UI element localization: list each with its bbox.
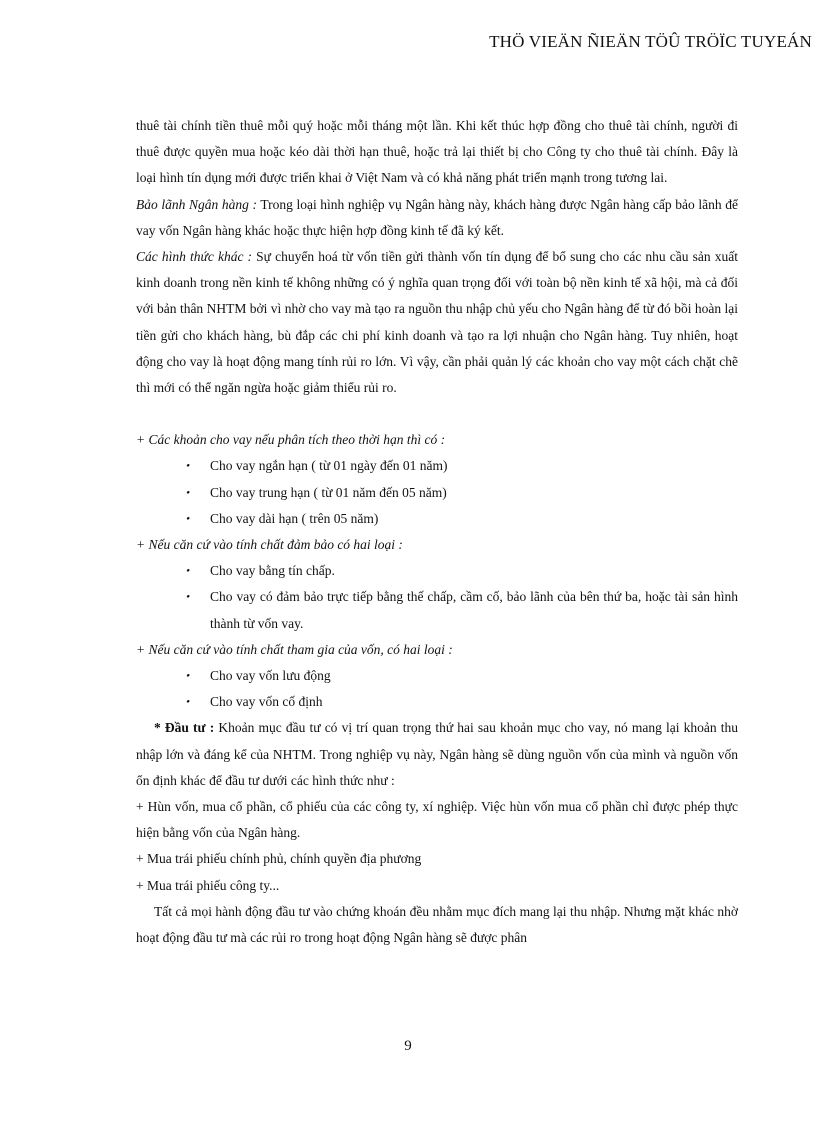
other-forms-lead: Các hình thức khác : (136, 249, 253, 265)
page-number: 9 (404, 1038, 412, 1054)
security-heading: + Nếu căn cứ vào tính chất đảm bảo có hai loại : (136, 537, 403, 553)
term-list (136, 453, 738, 532)
security-list (136, 558, 738, 637)
spacer (136, 401, 738, 427)
page-body (136, 113, 738, 951)
investment-line-2: + Mua trái phiếu chính phủ, chính quyền địa phương (136, 851, 422, 867)
bullet-icon: • (184, 696, 192, 709)
bullet-icon: • (184, 460, 192, 473)
library-header: THÖ VIEÄN ÑIEÄN TÖÛ TRÖÏC TUYEÁN (489, 32, 812, 51)
capital-list (136, 663, 738, 715)
bullet-icon: • (184, 512, 192, 525)
term-heading: + Các khoản cho vay nếu phân tích theo thời hạn thì có : (136, 432, 446, 448)
list-item: • Cho vay bằng tín chấp. (184, 558, 738, 584)
paragraph-leasing: thuê tài chính tiền thuê mỗi quý hoặc mỗi tháng một lần. Khi kết thúc hợp đồng cho thuê tài chính, người đi thuê được quyền mua hoặc kéo dài thời hạn thuê, hoặc trả lại thiết bị cho Công ty cho thuê tài chính. Đây là loại hình tín dụng mới được triển khai ở Việt Nam và có khả năng phát triển mạnh trong tương lai. (136, 118, 738, 186)
bullet-icon: • (184, 565, 192, 578)
bank-guarantee-body: Trong loại hình nghiệp vụ Ngân hàng này, khách hàng được Ngân hàng cấp bảo lãnh để vay vốn Ngân hàng khác hoặc thực hiện hợp đồng kinh tế đã ký kết. (136, 196, 738, 238)
paragraph-closing: Tất cả mọi hành động đầu tư vào chứng khoán đều nhằm mục đích mang lại thu nhập. Nhưng mặt khác nhờ hoạt động đầu tư mà các rủi ro trong hoạt động Ngân hàng sẽ được phân (136, 903, 738, 946)
capital-heading: + Nếu căn cứ vào tính chất tham gia của vốn, có hai loại : (136, 641, 453, 657)
other-forms-body: Sự chuyển hoá từ vốn tiền gửi thành vốn tín dụng để bổ sung cho các nhu cầu sản xuất kinh doanh trong nền kinh tế không những có ý nghĩa quan trọng đối với toàn bộ nền kinh tế xã hội, mà cả đối với bản thân NHTM bởi vì nhờ cho vay mà tạo ra nguồn thu nhập chủ yếu cho Ngân hàng để từ đó bồi hoàn lại tiền gửi cho khách hàng, bù đắp các chi phí kinh doanh và tạo ra lợi nhuận cho Ngân hàng. Tuy nhiên, hoạt động cho vay là hoạt động mang tính rủi ro lớn. Vì vậy, cần phải quản lý các khoản cho vay một cách chặt chẽ thì mới có thể ngăn ngừa hoặc giảm thiểu rủi ro. (136, 249, 739, 396)
paragraph-investment (136, 715, 738, 794)
investment-body: Khoản mục đầu tư có vị trí quan trọng thứ hai sau khoản mục cho vay, nó mang lại khoản thu nhập lớn và đáng kể của NHTM. Trong nghiệp vụ này, Ngân hàng sẽ dùng nguồn vốn của mình và nguồn vốn ổn định khác để đầu tư dưới các hình thức như : (136, 720, 738, 788)
list-item: • Cho vay ngắn hạn ( từ 01 ngày đến 01 năm) (184, 453, 738, 479)
investment-line-1: + Hùn vốn, mua cổ phần, cổ phiếu của các công ty, xí nghiệp. Việc hùn vốn mua cổ phần chỉ được phép thực hiện bằng vốn của Ngân hàng. (136, 799, 738, 841)
list-item: • Cho vay vốn lưu động (184, 663, 738, 689)
list-item: • Cho vay dài hạn ( trên 05 năm) (184, 506, 738, 532)
paragraph-bank-guarantee (136, 192, 738, 244)
bank-guarantee-lead: Bảo lãnh Ngân hàng : (136, 196, 257, 212)
list-item: • Cho vay trung hạn ( từ 01 năm đến 05 năm) (184, 480, 738, 506)
list-item: • Cho vay vốn cố định (184, 689, 738, 715)
bullet-icon: • (184, 591, 192, 604)
list-item: • Cho vay có đảm bảo trực tiếp bằng thế chấp, cầm cố, bảo lãnh của bên thứ ba, hoặc tài sản hình thành từ vốn vay. (184, 584, 738, 636)
bullet-icon: • (184, 486, 192, 499)
paragraph-other-forms (136, 244, 738, 401)
bullet-icon: • (184, 670, 192, 683)
investment-lead: * Đầu tư : (154, 720, 215, 736)
investment-line-3: + Mua trái phiếu công ty... (136, 877, 280, 893)
